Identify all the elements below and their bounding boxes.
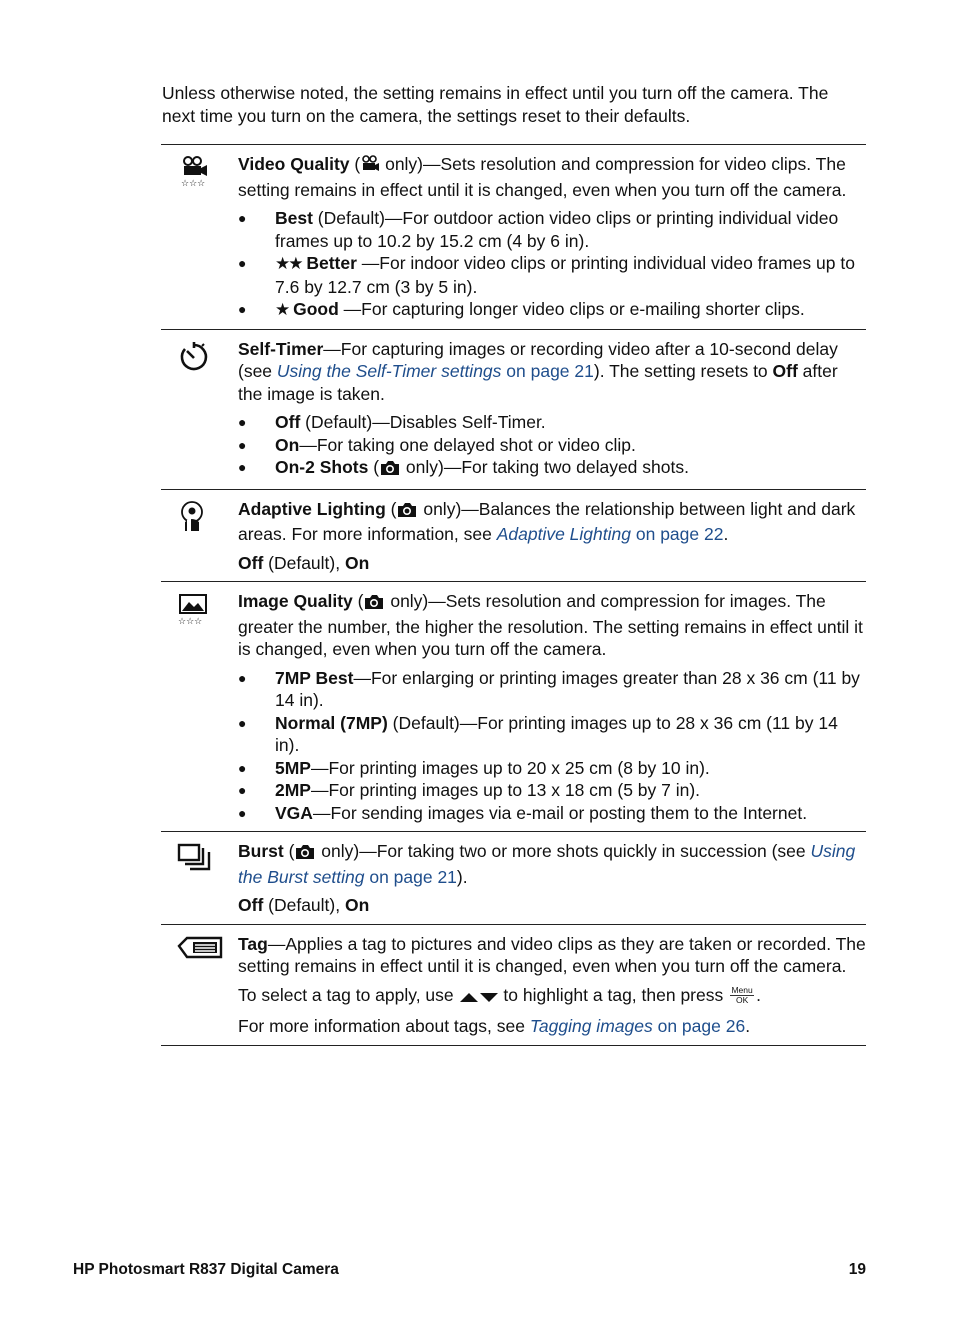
text: to highlight a tag, then press: [498, 984, 729, 1005]
link-page[interactable]: on page 21: [501, 361, 594, 381]
settings-table: [161, 144, 866, 1046]
image-quality-title: Image Quality: [238, 591, 353, 611]
adaptive-lighting-values: [238, 552, 866, 575]
option-name: VGA: [275, 802, 313, 823]
text: ).: [456, 866, 468, 887]
row-adaptive-lighting: [161, 490, 866, 583]
paren: (: [385, 498, 397, 519]
text: —For capturing images or recording video after a 10-second delay (see: [238, 338, 838, 381]
menu-label: Menu: [731, 985, 753, 995]
option-text: —For printing images up to 20 x 25 cm (8 by 10 in).: [310, 757, 710, 778]
option-text: —For indoor video clips or printing individual video frames up to 7.6 by 12.7 cm (3 by 5 in).: [275, 253, 855, 297]
paren: (: [368, 457, 380, 477]
list-item: [238, 434, 866, 457]
self-timer-options: [238, 411, 866, 482]
text: .: [756, 984, 761, 1005]
ok-label: OK: [735, 994, 749, 1005]
video-quality-options: [238, 207, 866, 322]
text: ). The setting resets to: [593, 361, 773, 381]
video-quality-icon: [177, 155, 211, 189]
link-page[interactable]: on page 26: [652, 1016, 746, 1036]
option-name: Off: [275, 412, 301, 432]
list-item: [238, 411, 866, 434]
option-name: 5MP: [275, 757, 311, 778]
option-text: —For printing images up to 13 x 18 cm (5 by 7 in).: [310, 780, 701, 800]
list-item: [238, 252, 866, 298]
link-title[interactable]: Adaptive Lighting: [496, 524, 631, 544]
default-label: (Default),: [263, 552, 345, 573]
video-quality-title: Video Quality: [238, 154, 350, 174]
self-timer-title: Self-Timer: [238, 338, 324, 359]
video-quality-text: only)—Sets resolution and compression for video clips. The setting remains in effect until it is changed, even when you turn off the camera.: [238, 154, 847, 200]
off-label: Off: [238, 552, 264, 573]
paren: (: [352, 591, 364, 611]
option-text: only)—For taking two delayed shots.: [401, 457, 689, 477]
tag-title: Tag: [238, 933, 268, 954]
tag-description: [238, 933, 866, 978]
text: .: [745, 1016, 751, 1036]
off-label: Off: [772, 361, 798, 381]
text: after the image is taken.: [238, 361, 838, 404]
video-quality-description: [238, 153, 866, 201]
image-quality-description: [238, 590, 866, 661]
option-text: (Default)—For printing images up to 28 x 36 cm (11 by 14 in).: [275, 712, 838, 755]
image-quality-icon: [177, 592, 211, 626]
option-text: —For enlarging or printing images greater than 28 x 36 cm (11 by 14 in).: [275, 667, 860, 710]
camera-icon: [396, 501, 418, 524]
burst-description: [238, 840, 866, 888]
self-timer-description: [238, 338, 866, 406]
self-timer-link[interactable]: [277, 361, 594, 381]
link-title[interactable]: Tagging images: [529, 1016, 653, 1036]
option-name: 2MP: [275, 780, 311, 800]
list-item: [238, 667, 866, 712]
option-name: Best: [275, 208, 313, 228]
link-page[interactable]: on page 22: [631, 524, 724, 544]
burst-values: [238, 894, 866, 917]
option-text: —For sending images via e-mail or posting them to the Internet.: [312, 802, 808, 823]
list-item: [238, 712, 866, 757]
svg-text:☆☆☆: ☆☆☆: [181, 179, 206, 189]
row-image-quality: [161, 582, 866, 832]
adaptive-lighting-link[interactable]: [497, 524, 724, 544]
adaptive-lighting-description: [238, 498, 866, 546]
list-item: [238, 802, 866, 825]
row-video-quality: [161, 145, 866, 330]
camera-icon: [363, 593, 385, 616]
list-item: [238, 456, 866, 482]
row-tag: [161, 925, 866, 1046]
text: .: [723, 524, 729, 544]
footer-title: HP Photosmart R837 Digital Camera: [73, 1261, 339, 1278]
tag-icon: [177, 935, 211, 969]
adaptive-lighting-title: Adaptive Lighting: [238, 498, 386, 519]
on-label: On: [344, 552, 370, 573]
intro-paragraph: Unless otherwise noted, the setting remains in effect until you turn off the camera. The next time you turn on the camera, the settings reset to their defaults.: [162, 83, 829, 126]
tag-link[interactable]: [530, 1016, 745, 1036]
text: only)—For taking two or more shots quickly in succession (see: [316, 841, 811, 861]
row-self-timer: [161, 330, 866, 490]
menu-ok-button-icon: [728, 986, 756, 1004]
text: —Applies a tag to pictures and video clips as they are taken or recorded. The setting remains in effect until it is changed, even when you turn off the camera.: [238, 933, 866, 976]
tag-select-instructions: [238, 984, 866, 1010]
burst-icon: [177, 842, 211, 876]
adaptive-lighting-icon: [177, 500, 211, 534]
text: only)—Balances the relationship between light and dark areas. For more information, see: [238, 498, 856, 544]
link-title[interactable]: Using the Self-Timer settings: [276, 361, 502, 381]
burst-title: Burst: [238, 841, 284, 861]
paren: (: [283, 841, 295, 861]
image-quality-options: [238, 667, 866, 825]
option-name: On-2 Shots: [275, 457, 369, 477]
paren: (: [349, 154, 361, 174]
camera-icon: [379, 459, 401, 482]
text: only)—Sets resolution and compression for images. The greater the number, the higher the resolution. The setting remains in effect until it is changed, even when you turn off the camera.: [238, 591, 863, 659]
row-burst: [161, 832, 866, 925]
self-timer-icon: [177, 340, 211, 374]
text: To select a tag to apply, use: [238, 984, 459, 1005]
tag-more-info: [238, 1015, 866, 1038]
list-item: [238, 298, 866, 322]
svg-text:☆☆☆: ☆☆☆: [178, 617, 203, 626]
up-down-arrows-icon: [459, 987, 499, 1010]
list-item: [238, 779, 866, 802]
two-stars-icon: ★★: [275, 254, 302, 273]
page-number: 19: [848, 1261, 866, 1278]
link-title[interactable]: Using the Burst setting: [238, 841, 856, 887]
option-name: Better: [301, 253, 357, 273]
list-item: [238, 757, 866, 780]
option-name: On: [275, 434, 300, 455]
option-name: Good: [288, 299, 339, 319]
video-mode-icon: [360, 155, 380, 179]
link-page[interactable]: on page 21: [364, 866, 457, 887]
camera-icon: [294, 843, 316, 866]
option-text: —For taking one delayed shot or video clip.: [299, 434, 636, 455]
one-star-icon: ★: [275, 300, 289, 319]
text: For more information about tags, see: [238, 1016, 530, 1036]
on-label: On: [344, 895, 370, 915]
default-label: (Default),: [263, 895, 345, 915]
option-text: —For capturing longer video clips or e-mailing shorter clips.: [338, 299, 805, 319]
option-name: 7MP Best: [275, 667, 354, 688]
off-label: Off: [238, 895, 264, 915]
list-item: [238, 207, 866, 252]
option-name: Normal (7MP): [275, 712, 388, 733]
option-text: (Default)—Disables Self-Timer.: [300, 412, 546, 432]
option-text: (Default)—For outdoor action video clips or printing individual video frames up to 10.2 by 15.2 cm (4 by 6 in).: [275, 208, 839, 251]
